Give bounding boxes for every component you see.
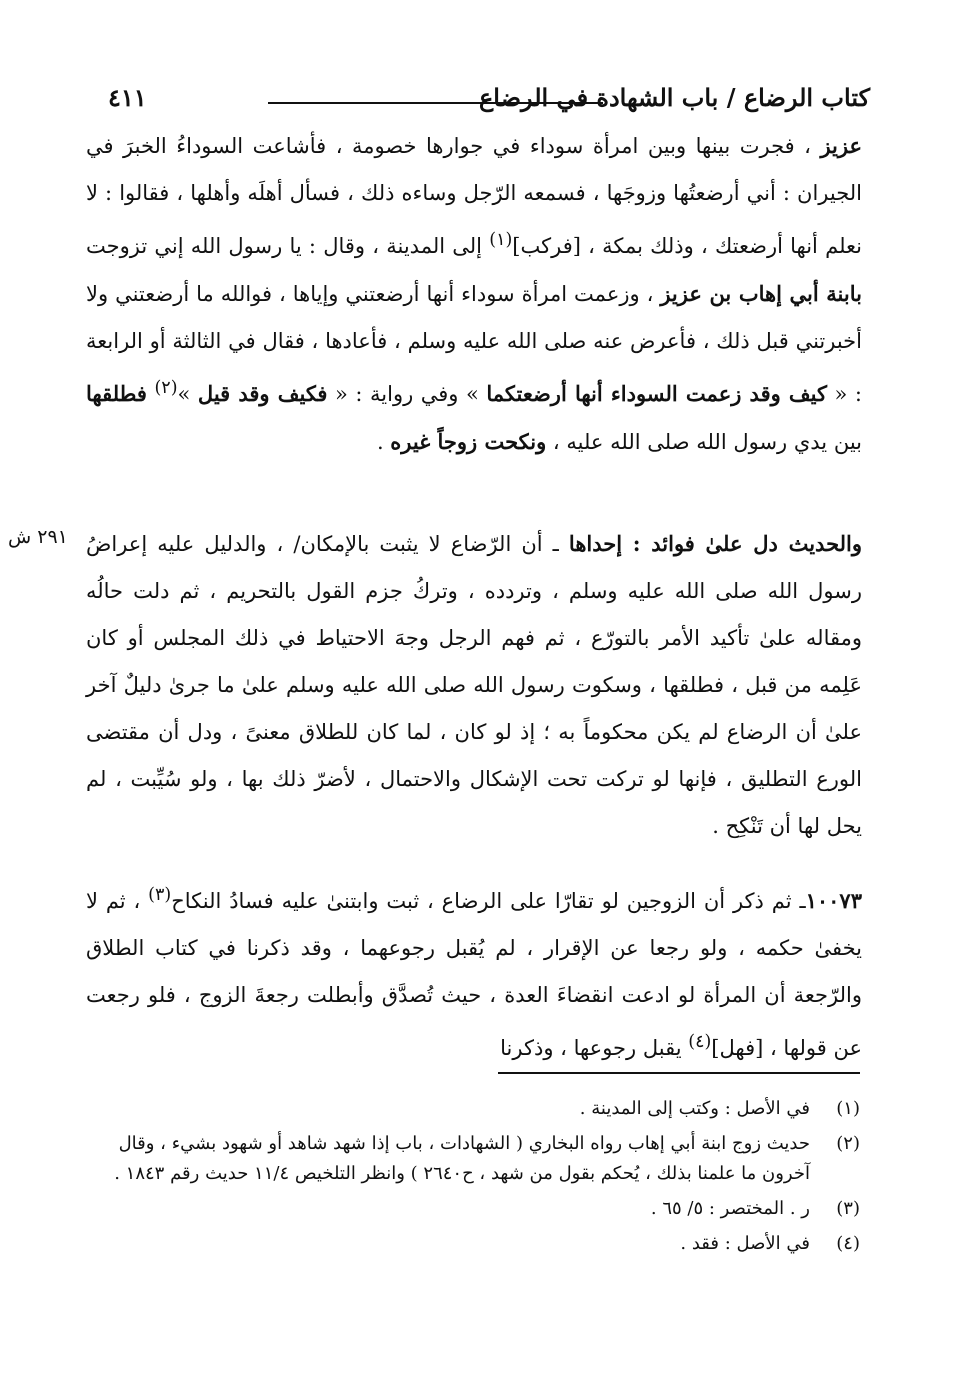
footnote-text: ر . المختصر : ٥/ ٦٥ . xyxy=(650,1198,810,1219)
running-header xyxy=(108,78,870,118)
footnote-3 xyxy=(96,1194,860,1224)
section-number: ١٠٠٧٣ xyxy=(805,888,862,913)
paragraph-2 xyxy=(86,520,862,850)
text-span: ـ ثم ذكر أن الزوجين لو تقارّا على الرضاع ، ثبت وابتنىٰ عليه فسادُ النكاح xyxy=(171,889,806,913)
text-span: » xyxy=(177,382,198,406)
footnote-number: (٤) xyxy=(836,1233,860,1254)
text-span: ـ أن الرّضاع لا يثبت بالإمكان/ ، والدليل عليه إعراضُ رسول الله صلى الله عليه وسلم ، وتردده ، وتركُ جزم القول بالتحريم ، ثم دلت حالُه ومقاله علىٰ تأكيد الأمر بالتورّع ، ثم فهم الرجل وجهَ الاحتياط في ذلك المجلس أو كان عَلِمه من قبل ، فطلقها ، وسكوت رسول الله صلى الله عليه وسلم علىٰ ما جرىٰ دليلٌ آخر علىٰ أن الرضاع لم يكن محكوماً به ؛ إذ لو كان ، لما كان للطلاق معنىً ، ودل أن مقتضى الورع التطليق ، فإنها لو تركت تحت الإشكال والاحتمال ، لأضرّ ذلك بها ، ولو سُيِّبت ، لم يحل لها أن تَنْكِح . xyxy=(86,532,862,838)
bold-text: عزيز xyxy=(820,133,862,158)
bold-quote: فكيف وقد قيل xyxy=(197,381,328,406)
footnote-2 xyxy=(96,1129,860,1189)
bold-quote: كيف وقد زعمت السوداء أنها أرضعتكما xyxy=(486,381,827,406)
footnote-ref-1: (١) xyxy=(489,230,513,250)
footnote-text: في الأصل : وكتب إلى المدينة . xyxy=(579,1098,810,1119)
footnote-ref-4: (٤) xyxy=(688,1032,712,1052)
text-span: ، وزعمت امرأة سوداء أنها أرضعتني وإياها ، فوالله ما أرضعتني ولا أخبرتني قبل ذلك ، فأعرض عنه صلى الله عليه وسلم ، فأعادها ، فقال في الثالثة أو الرابعة : « xyxy=(86,282,862,406)
bold-text: والحديث دل علىٰ فوائد : إحداها xyxy=(568,531,862,556)
footnote-number: (٢) xyxy=(836,1133,860,1154)
bold-text: بابنة أبي إهاب بن عزيز xyxy=(660,281,862,306)
footnote-text: حديث زوج ابنة أبي إهاب رواه البخاري ( الشهادات ، باب إذا شهد شاهد أو شهود بشيء ، وقال آخرون ما علمنا بذلك ، يُحكم بقول من شهد ، ح٢٦٤٠ ) وانظر التلخيص ١١/٤ حديث رقم ١٨٤٣ . xyxy=(114,1133,810,1184)
text-span: إلى المدينة ، وقال : يا رسول الله إني تزوجت xyxy=(86,234,490,258)
paragraph-3 xyxy=(86,872,862,1072)
text-span: يقبل رجوعها ، وذكرنا xyxy=(500,1036,689,1060)
footnote-1 xyxy=(96,1094,860,1124)
footnote-text: في الأصل : فقد . xyxy=(680,1233,810,1254)
text-span: ، فجرت بينها وبين امرأة سوداء في جوارها خصومة ، فأشاعت السوداءُ الخبرَ في الجيران : أني أرضعتُها وزوجَها ، فسمعه الرّجل وساءه ذلك ، فسأل أهلَه وأهلها ، فقالوا : لا نعلم أنها أرضعتك ، وذلك بمكة ، [فركب] xyxy=(86,134,862,258)
text-span: ، ثم لا يخفىٰ حكمه ، ولو رجعا عن الإقرار ، لم يُقبل رجوعهما ، وقد ذكرنا في كتاب الطلاق والرّجعة أن المرأة لو ادعت انقضاءَ العدة ، حيث تُصدَّق وأبطلت رجعةَ الزوج ، فلو رجعت عن قولها ، [فهل] xyxy=(86,889,862,1060)
bold-text: فطلقها xyxy=(86,381,147,406)
footnotes xyxy=(96,1094,860,1264)
bold-text: ونكحت زوجاً غيره xyxy=(390,429,547,454)
text-span: بين يدي رسول الله صلى الله عليه ، xyxy=(546,430,862,454)
footnote-number: (٣) xyxy=(836,1198,860,1219)
page-number: ٤١١ xyxy=(108,83,147,112)
footnote-ref-3: (٣) xyxy=(148,885,172,905)
footnote-separator xyxy=(498,1072,860,1074)
footnote-4 xyxy=(96,1229,860,1259)
footnote-ref-2: (٢) xyxy=(154,378,178,398)
text-span: . xyxy=(376,430,391,454)
paragraph-1 xyxy=(86,122,862,466)
text-span: » وفي رواية : « xyxy=(327,382,487,406)
footnote-number: (١) xyxy=(836,1098,860,1119)
margin-note: ٢٩١ ش xyxy=(8,526,68,548)
header-title: كتاب الرضاع / باب الشهادة في الرضاع xyxy=(478,83,870,112)
